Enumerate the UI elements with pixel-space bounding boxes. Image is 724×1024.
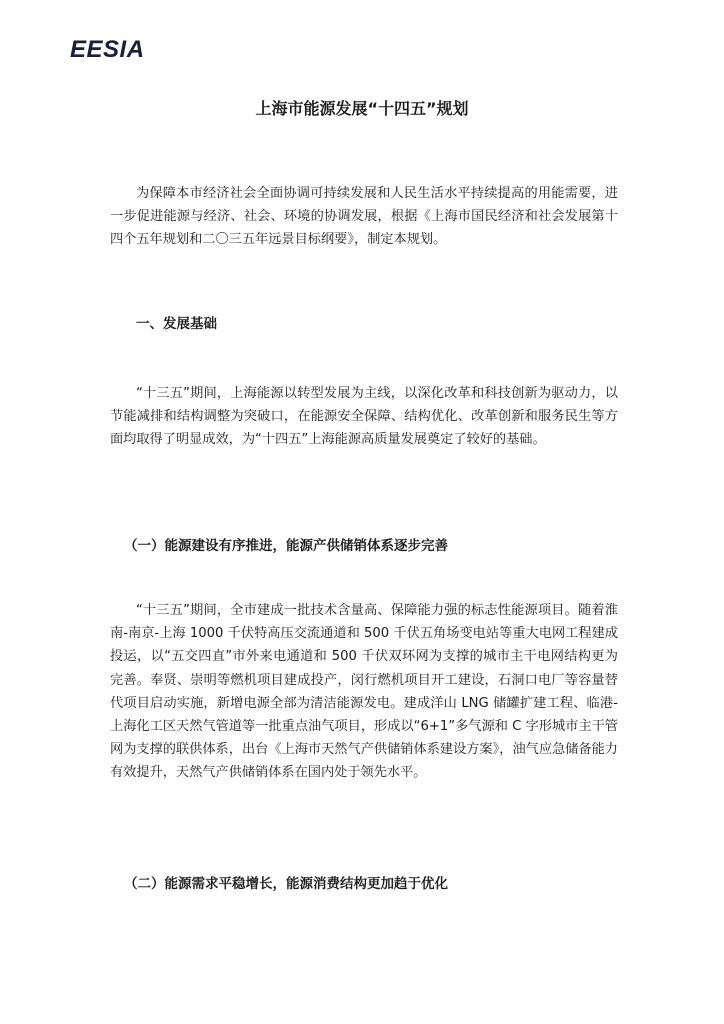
subsection-heading-energy-demand: （二）能源需求平稳增长，能源消费结构更加趋于优化 bbox=[124, 876, 448, 892]
subsection-paragraph-energy-construction: “十三五”期间，全市建成一批技术含量高、保障能力强的标志性能源项目。随着淮南-南京-上海 1000 千伏特高压交流通道和 500 千伏五角场变电站等重大电网工程建成投运，以“五交四直”市外来电通道和 500 千伏双环网为支撑的城市主干电网结构更为完善。奉贤、崇明等燃机项目建成投产，闵行燃机项目开工建设，石洞口电厂等容量替代项目启动实施，新增电源全部为清洁能源发电。建成洋山 LNG 储罐扩建工程、临港-上海化工区天然气管道等一批重点油气项目，形成以“6+1”多气源和 C 字形城市主干管网为支撑的联供体系，出台《上海市天然气产供储销体系建设方案》，油气应急储备能力有效提升，天然气产供储销体系在国内处于领先水平。 bbox=[110, 603, 618, 781]
subsection-heading-energy-construction: （一）能源建设有序推进，能源产供储销体系逐步完善 bbox=[124, 538, 448, 554]
section-paragraph-development-basis: “十三五”期间，上海能源以转型发展为主线，以深化改革和科技创新为驱动力，以节能减排和结构调整为突破口，在能源安全保障、结构优化、改革创新和服务民生等方面均取得了明显成效，为“十四五”上海能源高质量发展奠定了较好的基础。 bbox=[110, 386, 618, 448]
eesia-logo: EESIA bbox=[70, 36, 145, 63]
section-heading-development-basis: 一、发展基础 bbox=[136, 316, 217, 332]
intro-paragraph: 为保障本市经济社会全面协调可持续发展和人民生活水平持续提高的用能需要，进一步促进能源与经济、社会、环境的协调发展，根据《上海市国民经济和社会发展第十四个五年规划和二〇三五年远景目标纲要》，制定本规划。 bbox=[110, 186, 618, 248]
document-title: 上海市能源发展“十四五”规划 bbox=[255, 99, 469, 118]
